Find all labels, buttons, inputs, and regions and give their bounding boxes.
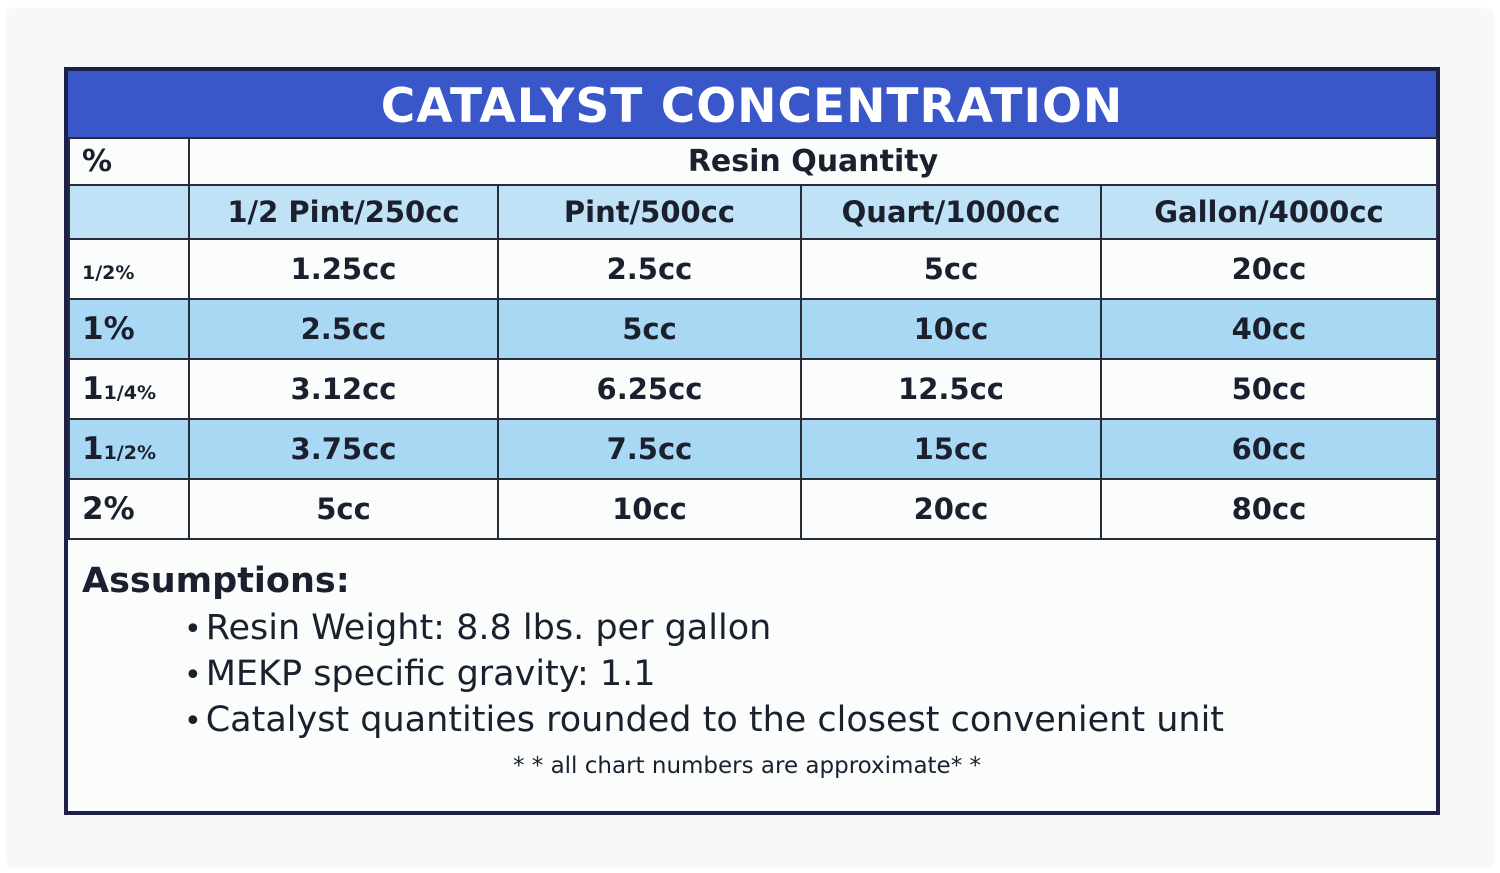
table-cell: 60cc [1101, 419, 1437, 479]
percent-cell: 11/4% [69, 359, 189, 419]
percent-cell: 1/2% [69, 239, 189, 299]
percent-cell: 11/2% [69, 419, 189, 479]
list-item: • Resin Weight: 8.8 lbs. per gallon [184, 608, 772, 648]
bullet-icon: • [184, 704, 202, 739]
units-header-row [69, 185, 1437, 239]
chart-frame [64, 67, 1440, 815]
table-row [69, 359, 1437, 419]
table-cell: 3.75cc [189, 419, 498, 479]
assumptions-section [82, 556, 1412, 786]
table-cell: 40cc [1101, 299, 1437, 359]
bullet-icon: • [184, 658, 202, 693]
table-cell: 20cc [801, 479, 1101, 539]
table-row [69, 419, 1437, 479]
table-cell: 80cc [1101, 479, 1437, 539]
approximate-note: * * all chart numbers are approximate* * [512, 753, 982, 779]
table-cell: 12.5cc [801, 359, 1101, 419]
table-cell: 5cc [189, 479, 498, 539]
bullet-icon: • [184, 612, 202, 647]
table-cell: 2.5cc [189, 299, 498, 359]
assumptions-list [82, 606, 1412, 744]
column-header: Quart/1000cc [801, 185, 1101, 239]
percent-header: % [69, 138, 189, 185]
table-cell: 2.5cc [498, 239, 801, 299]
catalyst-table [68, 137, 1438, 540]
table-row [69, 299, 1437, 359]
table-header-row [69, 138, 1437, 185]
card-title: CATALYST CONCENTRATION [68, 71, 1436, 137]
column-header: Pint/500cc [498, 185, 801, 239]
table-cell: 5cc [498, 299, 801, 359]
table-row [69, 239, 1437, 299]
table-cell: 50cc [1101, 359, 1437, 419]
catalyst-card [8, 10, 1492, 866]
table-cell: 20cc [1101, 239, 1437, 299]
table-cell: 5cc [801, 239, 1101, 299]
assumptions-heading: Assumptions: [82, 561, 350, 601]
list-item: • Catalyst quantities rounded to the closest convenient unit [184, 700, 1225, 740]
table-row [69, 479, 1437, 539]
table-cell: 6.25cc [498, 359, 801, 419]
list-item: • MEKP specific gravity: 1.1 [184, 654, 656, 694]
table-cell: 10cc [801, 299, 1101, 359]
table-cell: 7.5cc [498, 419, 801, 479]
table-cell: 3.12cc [189, 359, 498, 419]
column-header: 1/2 Pint/250cc [189, 185, 498, 239]
units-header-empty [69, 185, 189, 239]
table-cell: 15cc [801, 419, 1101, 479]
percent-cell: 2% [69, 479, 189, 539]
resin-quantity-header: Resin Quantity [189, 138, 1437, 185]
percent-cell: 1% [69, 299, 189, 359]
column-header: Gallon/4000cc [1101, 185, 1437, 239]
table-cell: 10cc [498, 479, 801, 539]
table-cell: 1.25cc [189, 239, 498, 299]
